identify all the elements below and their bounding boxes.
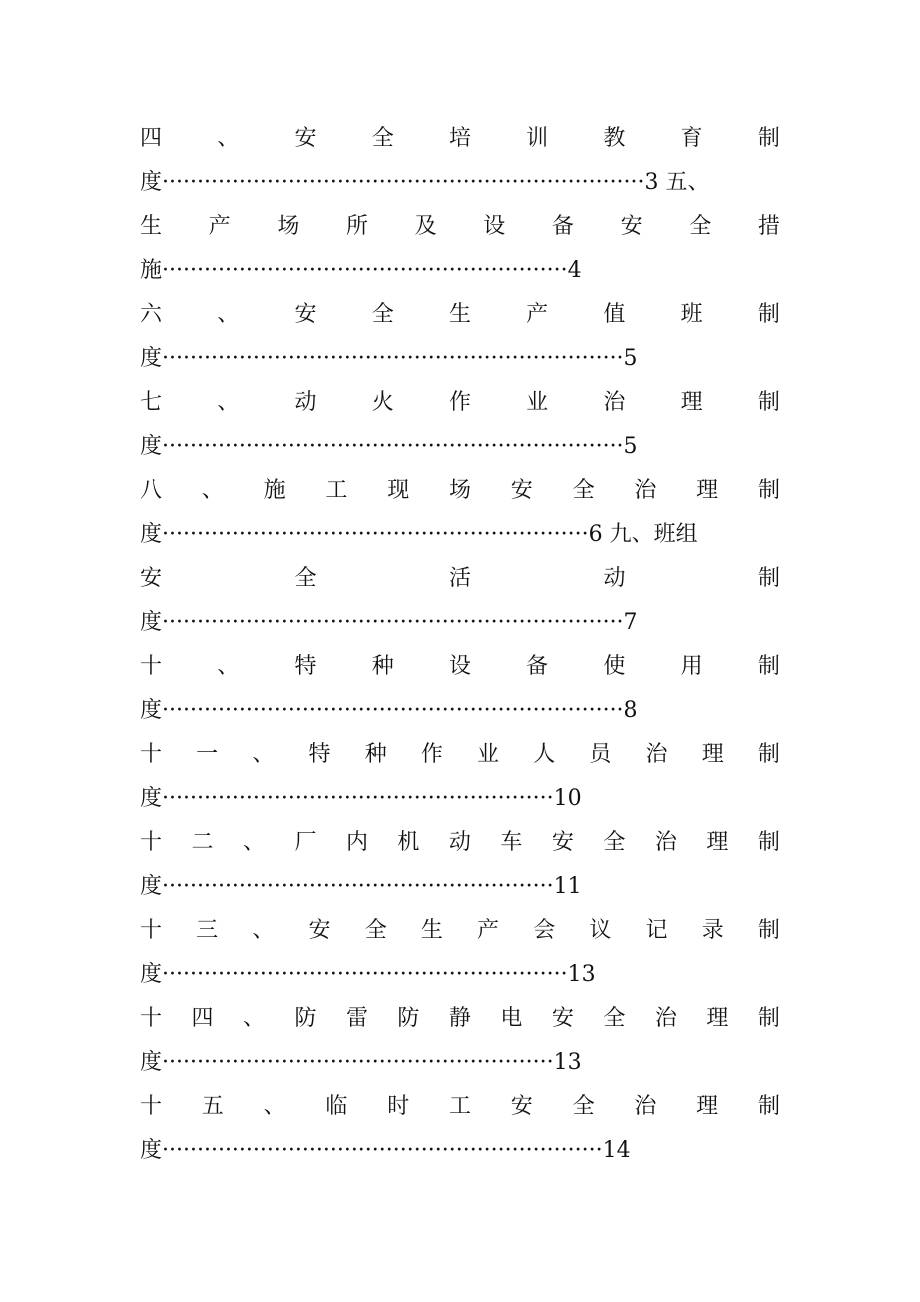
toc-char: 、 <box>217 302 240 327</box>
toc-char: 治 <box>645 742 668 767</box>
toc-char: 十 <box>140 654 163 679</box>
toc-char: 人 <box>533 742 556 767</box>
toc-char: 、 <box>263 1094 286 1119</box>
toc-char: 十 <box>140 1094 163 1119</box>
toc-char: 理 <box>701 742 724 767</box>
toc-char: 安 <box>551 830 574 855</box>
toc-char: 设 <box>448 654 471 679</box>
toc-char: 全 <box>371 126 394 151</box>
toc-char: 理 <box>696 1094 719 1119</box>
toc-leader-line: 度··································································5 <box>140 346 638 371</box>
toc-char: 全 <box>689 214 712 239</box>
toc-char: 制 <box>757 742 780 767</box>
toc-char: 全 <box>603 830 626 855</box>
toc-char: 现 <box>387 478 410 503</box>
toc-char: 议 <box>589 918 612 943</box>
toc-char: 安 <box>294 302 317 327</box>
toc-title-line <box>140 293 780 337</box>
toc-title-line <box>140 909 780 953</box>
toc-char: 业 <box>526 390 549 415</box>
toc-title-line <box>140 821 780 865</box>
toc-char: 安 <box>510 1094 533 1119</box>
toc-char: 备 <box>551 214 574 239</box>
toc-char: 治 <box>634 478 657 503</box>
toc-char: 八 <box>140 478 163 503</box>
toc-char: 会 <box>533 918 556 943</box>
toc-char: 理 <box>706 1006 729 1031</box>
toc-char: 场 <box>277 214 300 239</box>
toc-char: 制 <box>757 830 780 855</box>
toc-char: 全 <box>364 918 387 943</box>
toc-leader-line: 度·····································································3 五、 <box>140 170 710 195</box>
toc-char: 制 <box>757 478 780 503</box>
toc-char: 特 <box>294 654 317 679</box>
toc-char: 使 <box>603 654 626 679</box>
toc-leader-line: 度························································13 <box>140 1050 582 1075</box>
toc-char: 厂 <box>294 830 317 855</box>
toc-char: 安 <box>551 1006 574 1031</box>
toc-leader-line: 施··························································4 <box>140 258 582 283</box>
toc-char: 火 <box>371 390 394 415</box>
toc-char: 防 <box>397 1006 420 1031</box>
toc-char: 产 <box>208 214 231 239</box>
toc-leader-line: 度························································10 <box>140 786 582 811</box>
toc-char: 、 <box>252 742 275 767</box>
toc-char: 设 <box>483 214 506 239</box>
toc-char: 动 <box>448 830 471 855</box>
toc-char: 内 <box>345 830 368 855</box>
toc-char: 班 <box>680 302 703 327</box>
toc-char: 生 <box>140 214 163 239</box>
toc-char: 时 <box>387 1094 410 1119</box>
toc-char: 安 <box>308 918 331 943</box>
toc-char: 理 <box>680 390 703 415</box>
toc-char: 车 <box>500 830 523 855</box>
toc-title-line <box>140 469 780 513</box>
toc-char: 、 <box>242 1006 265 1031</box>
toc-char: 五 <box>201 1094 224 1119</box>
toc-char: 七 <box>140 390 163 415</box>
toc-char: 场 <box>448 478 471 503</box>
toc-char: 培 <box>448 126 471 151</box>
toc-leader-line: 度··································································5 <box>140 434 638 459</box>
toc-title-line <box>140 733 780 777</box>
toc-char: 记 <box>645 918 668 943</box>
toc-char: 电 <box>500 1006 523 1031</box>
toc-char: 制 <box>757 566 780 591</box>
toc-char: 种 <box>371 654 394 679</box>
toc-char: 十 <box>140 1006 163 1031</box>
toc-char: 制 <box>757 390 780 415</box>
toc-title-line <box>140 381 780 425</box>
toc-char: 制 <box>757 126 780 151</box>
toc-char: 、 <box>217 126 240 151</box>
toc-title-line <box>140 117 780 161</box>
toc-char: 、 <box>252 918 275 943</box>
toc-char: 制 <box>757 654 780 679</box>
toc-char: 所 <box>345 214 368 239</box>
toc-char: 静 <box>448 1006 471 1031</box>
toc-char: 六 <box>140 302 163 327</box>
toc-char: 值 <box>603 302 626 327</box>
toc-char: 活 <box>448 566 471 591</box>
toc-char: 工 <box>448 1094 471 1119</box>
toc-char: 理 <box>706 830 729 855</box>
toc-char: 种 <box>364 742 387 767</box>
toc-title-line <box>140 1085 780 1129</box>
toc-leader-line: 度·····························································6 九、班组 <box>140 522 698 547</box>
toc-char: 动 <box>603 566 626 591</box>
toc-char: 四 <box>191 1006 214 1031</box>
toc-char: 全 <box>294 566 317 591</box>
toc-char: 作 <box>448 390 471 415</box>
table-of-contents <box>140 117 780 1173</box>
toc-char: 三 <box>196 918 219 943</box>
toc-char: 安 <box>294 126 317 151</box>
toc-char: 制 <box>757 302 780 327</box>
toc-char: 十 <box>140 830 163 855</box>
toc-leader-line: 度··································································8 <box>140 698 638 723</box>
toc-leader-line: 度························································11 <box>140 874 582 899</box>
toc-char: 及 <box>414 214 437 239</box>
toc-char: 教 <box>603 126 626 151</box>
toc-char: 员 <box>589 742 612 767</box>
toc-char: 录 <box>701 918 724 943</box>
toc-char: 备 <box>526 654 549 679</box>
toc-char: 治 <box>654 830 677 855</box>
toc-char: 特 <box>308 742 331 767</box>
toc-char: 全 <box>371 302 394 327</box>
toc-char: 动 <box>294 390 317 415</box>
toc-char: 防 <box>294 1006 317 1031</box>
toc-title-line <box>140 997 780 1041</box>
toc-char: 临 <box>325 1094 348 1119</box>
toc-char: 训 <box>526 126 549 151</box>
toc-char: 全 <box>572 1094 595 1119</box>
toc-char: 、 <box>217 390 240 415</box>
toc-char: 机 <box>397 830 420 855</box>
toc-char: 、 <box>217 654 240 679</box>
toc-title-line <box>140 557 780 601</box>
toc-char: 工 <box>325 478 348 503</box>
toc-char: 制 <box>757 1006 780 1031</box>
toc-char: 育 <box>680 126 703 151</box>
toc-char: 制 <box>757 918 780 943</box>
toc-char: 理 <box>696 478 719 503</box>
toc-char: 安 <box>510 478 533 503</box>
toc-leader-line: 度·······························································14 <box>140 1138 631 1163</box>
toc-char: 治 <box>654 1006 677 1031</box>
toc-char: 十 <box>140 742 163 767</box>
toc-char: 一 <box>196 742 219 767</box>
toc-char: 四 <box>140 126 163 151</box>
toc-char: 施 <box>263 478 286 503</box>
toc-char: 二 <box>191 830 214 855</box>
toc-char: 业 <box>477 742 500 767</box>
toc-char: 、 <box>242 830 265 855</box>
toc-leader-line: 度··································································7 <box>140 610 638 635</box>
toc-char: 全 <box>572 478 595 503</box>
toc-char: 制 <box>757 1094 780 1119</box>
toc-char: 产 <box>526 302 549 327</box>
toc-char: 生 <box>420 918 443 943</box>
toc-title-line <box>140 645 780 689</box>
toc-char: 安 <box>140 566 163 591</box>
toc-char: 用 <box>680 654 703 679</box>
toc-char: 雷 <box>345 1006 368 1031</box>
toc-char: 十 <box>140 918 163 943</box>
toc-char: 作 <box>420 742 443 767</box>
toc-title-line <box>140 205 780 249</box>
toc-char: 、 <box>201 478 224 503</box>
toc-char: 安 <box>620 214 643 239</box>
toc-char: 治 <box>634 1094 657 1119</box>
toc-leader-line: 度··························································13 <box>140 962 596 987</box>
toc-char: 治 <box>603 390 626 415</box>
toc-char: 措 <box>757 214 780 239</box>
toc-char: 生 <box>448 302 471 327</box>
toc-char: 全 <box>603 1006 626 1031</box>
toc-char: 产 <box>477 918 500 943</box>
